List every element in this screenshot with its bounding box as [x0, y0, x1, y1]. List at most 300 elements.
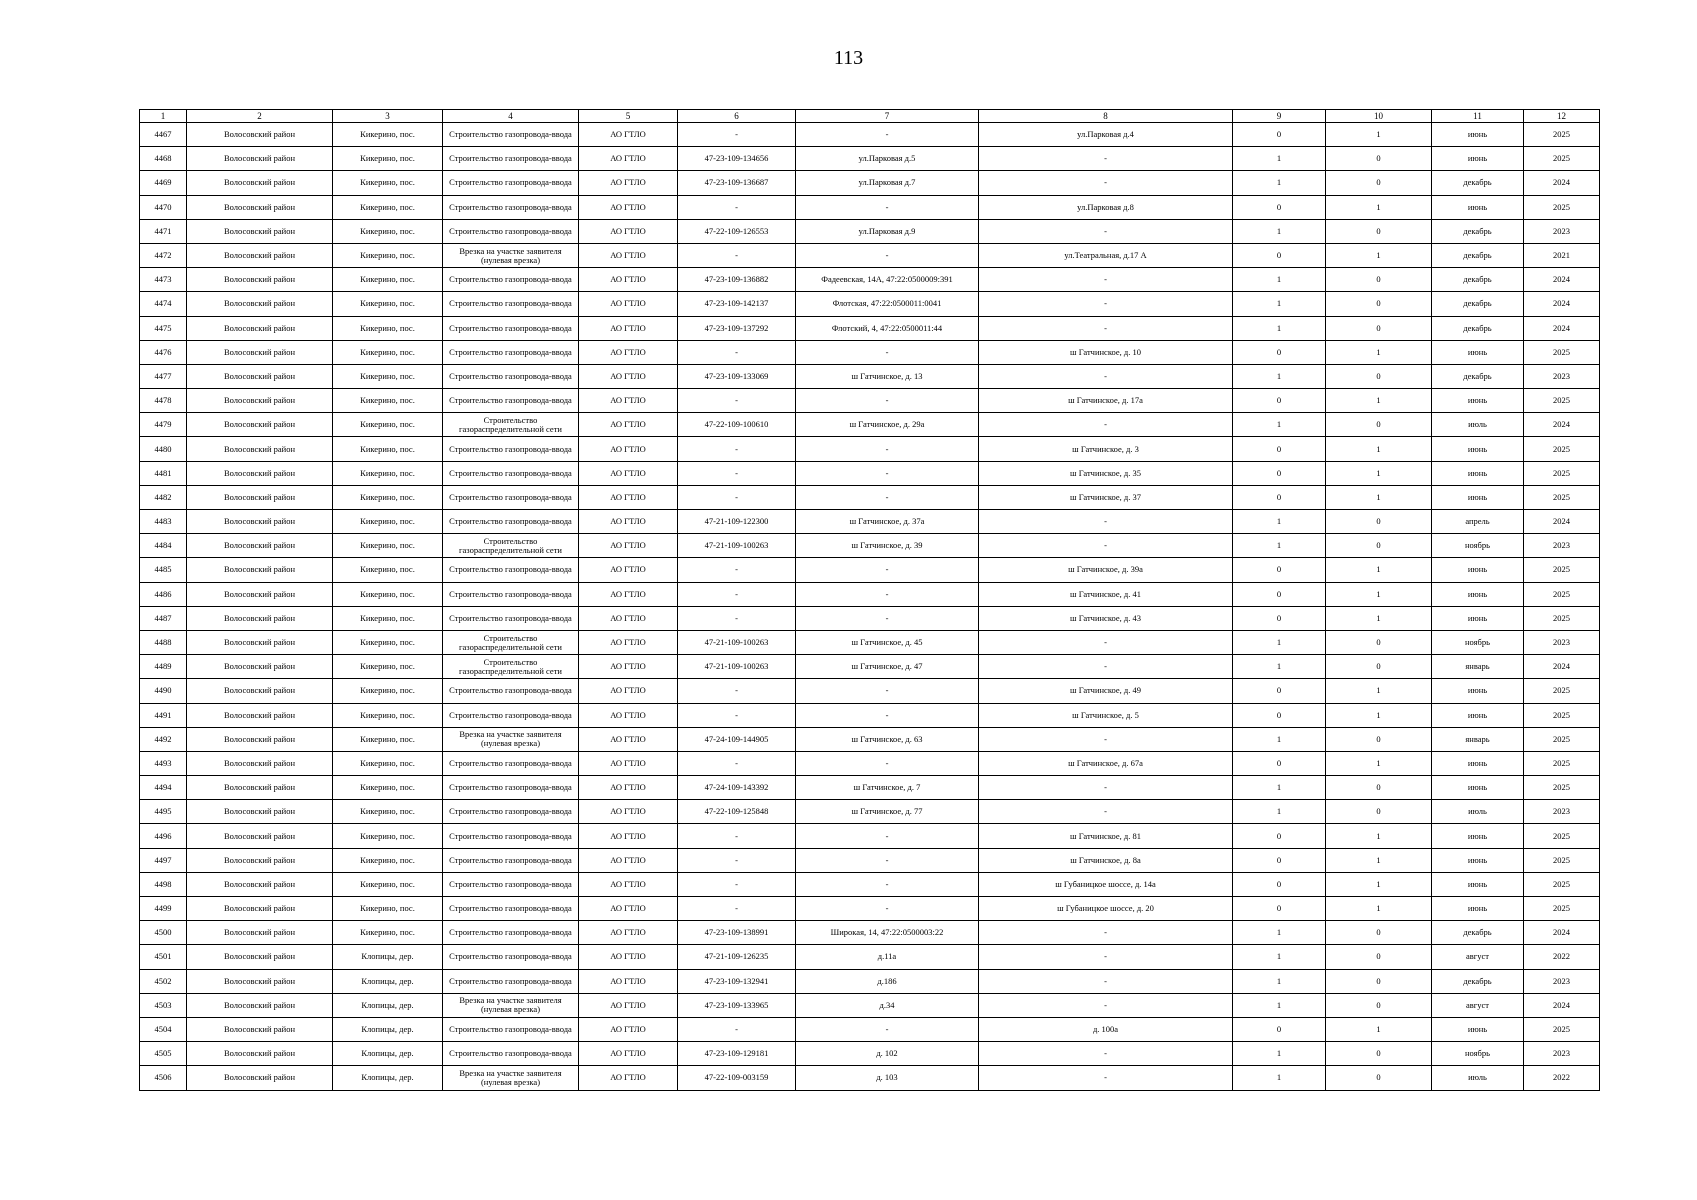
settlement-cell: Кикерино, пос.: [333, 485, 443, 509]
settlement-cell: Кикерино, пос.: [333, 268, 443, 292]
object-address-cell: -: [979, 630, 1233, 654]
year-cell: 2025: [1524, 437, 1600, 461]
address-cell: -: [796, 123, 979, 147]
district-cell: Волосовский район: [187, 243, 333, 267]
month-cell: июнь: [1432, 848, 1524, 872]
month-cell: июнь: [1432, 582, 1524, 606]
organization-cell: АО ГТЛО: [579, 703, 678, 727]
month-cell: декабрь: [1432, 219, 1524, 243]
year-cell: 2023: [1524, 364, 1600, 388]
district-cell: Волосовский район: [187, 1017, 333, 1041]
row-number-cell: 4498: [140, 872, 187, 896]
table-row: [140, 195, 1600, 219]
month-cell: июнь: [1432, 195, 1524, 219]
table-row: [140, 389, 1600, 413]
organization-cell: АО ГТЛО: [579, 776, 678, 800]
count-cell: 1: [1326, 582, 1432, 606]
year-cell: 2025: [1524, 776, 1600, 800]
organization-cell: АО ГТЛО: [579, 727, 678, 751]
count-cell: 1: [1233, 413, 1326, 437]
count-cell: 0: [1326, 171, 1432, 195]
object-address-cell: ш Гатчинское, д. 37: [979, 485, 1233, 509]
district-cell: Волосовский район: [187, 413, 333, 437]
work-type-cell: Строительство газопровода-ввода: [443, 800, 579, 824]
organization-cell: АО ГТЛО: [579, 1042, 678, 1066]
settlement-cell: Кикерино, пос.: [333, 413, 443, 437]
count-cell: 1: [1326, 872, 1432, 896]
district-cell: Волосовский район: [187, 776, 333, 800]
month-cell: декабрь: [1432, 243, 1524, 267]
contract-number-cell: -: [678, 703, 796, 727]
month-cell: июнь: [1432, 679, 1524, 703]
work-type-cell: Строительство газопровода-ввода: [443, 751, 579, 775]
object-address-cell: ш Гатчинское, д. 8а: [979, 848, 1233, 872]
contract-number-cell: 47-23-109-137292: [678, 316, 796, 340]
table-row: [140, 461, 1600, 485]
address-cell: -: [796, 679, 979, 703]
address-cell: -: [796, 558, 979, 582]
count-cell: 0: [1326, 727, 1432, 751]
row-number-cell: 4478: [140, 389, 187, 413]
district-cell: Волосовский район: [187, 510, 333, 534]
district-cell: Волосовский район: [187, 268, 333, 292]
organization-cell: АО ГТЛО: [579, 485, 678, 509]
organization-cell: АО ГТЛО: [579, 219, 678, 243]
object-address-cell: -: [979, 292, 1233, 316]
contract-number-cell: 47-22-109-003159: [678, 1066, 796, 1090]
contract-number-cell: -: [678, 389, 796, 413]
work-type-cell: Строительство газопровода-ввода: [443, 437, 579, 461]
settlement-cell: Кикерино, пос.: [333, 558, 443, 582]
organization-cell: АО ГТЛО: [579, 993, 678, 1017]
count-cell: 1: [1233, 534, 1326, 558]
district-cell: Волосовский район: [187, 655, 333, 679]
column-number-header: 7: [796, 110, 979, 123]
count-cell: 0: [1326, 630, 1432, 654]
contract-number-cell: 47-23-109-129181: [678, 1042, 796, 1066]
year-cell: 2024: [1524, 268, 1600, 292]
address-cell: Флотский, 4, 47:22:0500011:44: [796, 316, 979, 340]
organization-cell: АО ГТЛО: [579, 655, 678, 679]
district-cell: Волосовский район: [187, 389, 333, 413]
row-number-cell: 4495: [140, 800, 187, 824]
row-number-cell: 4491: [140, 703, 187, 727]
column-number-header: 1: [140, 110, 187, 123]
organization-cell: АО ГТЛО: [579, 171, 678, 195]
year-cell: 2024: [1524, 171, 1600, 195]
count-cell: 1: [1233, 993, 1326, 1017]
contract-number-cell: 47-22-109-100610: [678, 413, 796, 437]
contract-number-cell: -: [678, 243, 796, 267]
object-address-cell: -: [979, 268, 1233, 292]
table-row: [140, 655, 1600, 679]
organization-cell: АО ГТЛО: [579, 824, 678, 848]
district-cell: Волосовский район: [187, 558, 333, 582]
address-cell: ул.Парковая д.7: [796, 171, 979, 195]
organization-cell: АО ГТЛО: [579, 316, 678, 340]
district-cell: Волосовский район: [187, 292, 333, 316]
count-cell: 1: [1233, 219, 1326, 243]
table-row: [140, 582, 1600, 606]
row-number-cell: 4482: [140, 485, 187, 509]
address-cell: ул.Парковая д.5: [796, 147, 979, 171]
row-number-cell: 4488: [140, 630, 187, 654]
month-cell: июнь: [1432, 389, 1524, 413]
table-row: [140, 679, 1600, 703]
district-cell: Волосовский район: [187, 534, 333, 558]
count-cell: 1: [1326, 243, 1432, 267]
table-row: [140, 292, 1600, 316]
work-type-cell: Строительство газопровода-ввода: [443, 389, 579, 413]
table-row: [140, 751, 1600, 775]
district-cell: Волосовский район: [187, 897, 333, 921]
year-cell: 2022: [1524, 945, 1600, 969]
year-cell: 2023: [1524, 534, 1600, 558]
object-address-cell: ш Гатчинское, д. 17а: [979, 389, 1233, 413]
table-row: [140, 268, 1600, 292]
column-number-header: 11: [1432, 110, 1524, 123]
month-cell: июнь: [1432, 147, 1524, 171]
address-cell: -: [796, 461, 979, 485]
count-cell: 1: [1233, 655, 1326, 679]
district-cell: Волосовский район: [187, 921, 333, 945]
work-type-cell: Строительство газопровода-ввода: [443, 1042, 579, 1066]
contract-number-cell: -: [678, 1017, 796, 1041]
table-row: [140, 219, 1600, 243]
table-row: [140, 316, 1600, 340]
district-cell: Волосовский район: [187, 340, 333, 364]
organization-cell: АО ГТЛО: [579, 606, 678, 630]
settlement-cell: Кикерино, пос.: [333, 897, 443, 921]
organization-cell: АО ГТЛО: [579, 921, 678, 945]
table-row: [140, 727, 1600, 751]
month-cell: июнь: [1432, 776, 1524, 800]
row-number-cell: 4506: [140, 1066, 187, 1090]
settlement-cell: Кикерино, пос.: [333, 800, 443, 824]
gasification-register-table: [139, 109, 1600, 1091]
work-type-cell: Строительство газопровода-ввода: [443, 921, 579, 945]
address-cell: -: [796, 340, 979, 364]
count-cell: 1: [1233, 292, 1326, 316]
contract-number-cell: -: [678, 872, 796, 896]
table-row: [140, 243, 1600, 267]
contract-number-cell: -: [678, 824, 796, 848]
contract-number-cell: 47-21-109-122300: [678, 510, 796, 534]
count-cell: 1: [1233, 171, 1326, 195]
address-cell: Фадеевская, 14А, 47:22:0500009:391: [796, 268, 979, 292]
work-type-cell: Строительство газопровода-ввода: [443, 1017, 579, 1041]
settlement-cell: Кикерино, пос.: [333, 340, 443, 364]
work-type-cell: Строительство газопровода-ввода: [443, 945, 579, 969]
month-cell: апрель: [1432, 510, 1524, 534]
object-address-cell: -: [979, 413, 1233, 437]
month-cell: декабрь: [1432, 316, 1524, 340]
year-cell: 2025: [1524, 582, 1600, 606]
year-cell: 2025: [1524, 147, 1600, 171]
table-row: [140, 703, 1600, 727]
count-cell: 0: [1233, 389, 1326, 413]
object-address-cell: ш Гатчинское, д. 3: [979, 437, 1233, 461]
row-number-cell: 4473: [140, 268, 187, 292]
object-address-cell: -: [979, 921, 1233, 945]
contract-number-cell: 47-21-109-126235: [678, 945, 796, 969]
row-number-cell: 4494: [140, 776, 187, 800]
count-cell: 1: [1233, 510, 1326, 534]
object-address-cell: ш Губаницкое шоссе, д. 20: [979, 897, 1233, 921]
row-number-cell: 4505: [140, 1042, 187, 1066]
contract-number-cell: -: [678, 751, 796, 775]
work-type-cell: Строительство газопровода-ввода: [443, 316, 579, 340]
count-cell: 0: [1326, 1042, 1432, 1066]
month-cell: июнь: [1432, 897, 1524, 921]
count-cell: 0: [1326, 945, 1432, 969]
contract-number-cell: -: [678, 679, 796, 703]
settlement-cell: Кикерино, пос.: [333, 195, 443, 219]
table-row: [140, 848, 1600, 872]
settlement-cell: Кикерино, пос.: [333, 461, 443, 485]
object-address-cell: д. 100а: [979, 1017, 1233, 1041]
count-cell: 1: [1233, 364, 1326, 388]
work-type-cell: Строительство газораспределительной сети: [443, 655, 579, 679]
organization-cell: АО ГТЛО: [579, 969, 678, 993]
row-number-cell: 4503: [140, 993, 187, 1017]
address-cell: ш Гатчинское, д. 39: [796, 534, 979, 558]
count-cell: 0: [1233, 897, 1326, 921]
count-cell: 1: [1233, 945, 1326, 969]
object-address-cell: -: [979, 1042, 1233, 1066]
district-cell: Волосовский район: [187, 800, 333, 824]
month-cell: июнь: [1432, 437, 1524, 461]
settlement-cell: Клопицы, дер.: [333, 1017, 443, 1041]
column-number-header: 3: [333, 110, 443, 123]
object-address-cell: -: [979, 147, 1233, 171]
district-cell: Волосовский район: [187, 316, 333, 340]
year-cell: 2023: [1524, 800, 1600, 824]
table-row: [140, 897, 1600, 921]
year-cell: 2023: [1524, 1042, 1600, 1066]
count-cell: 0: [1326, 534, 1432, 558]
count-cell: 0: [1233, 123, 1326, 147]
count-cell: 1: [1326, 123, 1432, 147]
object-address-cell: ш Гатчинское, д. 35: [979, 461, 1233, 485]
object-address-cell: ул.Парковая д.8: [979, 195, 1233, 219]
column-number-header: 6: [678, 110, 796, 123]
object-address-cell: -: [979, 776, 1233, 800]
row-number-cell: 4499: [140, 897, 187, 921]
row-number-cell: 4470: [140, 195, 187, 219]
count-cell: 0: [1233, 195, 1326, 219]
object-address-cell: -: [979, 655, 1233, 679]
contract-number-cell: -: [678, 848, 796, 872]
address-cell: Флотская, 47:22:0500011:0041: [796, 292, 979, 316]
address-cell: д. 103: [796, 1066, 979, 1090]
table-row: [140, 485, 1600, 509]
month-cell: январь: [1432, 655, 1524, 679]
contract-number-cell: -: [678, 606, 796, 630]
table-row: [140, 800, 1600, 824]
count-cell: 0: [1326, 776, 1432, 800]
table-row: [140, 364, 1600, 388]
count-cell: 1: [1326, 437, 1432, 461]
page-number: 113: [833, 47, 864, 69]
object-address-cell: ул.Театральная, д.17 А: [979, 243, 1233, 267]
row-number-cell: 4490: [140, 679, 187, 703]
address-cell: ш Гатчинское, д. 13: [796, 364, 979, 388]
count-cell: 0: [1233, 582, 1326, 606]
organization-cell: АО ГТЛО: [579, 413, 678, 437]
district-cell: Волосовский район: [187, 751, 333, 775]
contract-number-cell: -: [678, 195, 796, 219]
organization-cell: АО ГТЛО: [579, 800, 678, 824]
year-cell: 2025: [1524, 872, 1600, 896]
settlement-cell: Клопицы, дер.: [333, 969, 443, 993]
work-type-cell: Строительство газопровода-ввода: [443, 485, 579, 509]
work-type-cell: Врезка на участке заявителя (нулевая врезка): [443, 243, 579, 267]
row-number-cell: 4479: [140, 413, 187, 437]
month-cell: ноябрь: [1432, 1042, 1524, 1066]
contract-number-cell: 47-21-109-100263: [678, 655, 796, 679]
count-cell: 1: [1326, 679, 1432, 703]
contract-number-cell: -: [678, 461, 796, 485]
count-cell: 0: [1326, 364, 1432, 388]
district-cell: Волосовский район: [187, 219, 333, 243]
address-cell: д. 102: [796, 1042, 979, 1066]
count-cell: 0: [1326, 219, 1432, 243]
work-type-cell: Строительство газопровода-ввода: [443, 824, 579, 848]
address-cell: ш Гатчинское, д. 47: [796, 655, 979, 679]
settlement-cell: Клопицы, дер.: [333, 993, 443, 1017]
work-type-cell: Строительство газопровода-ввода: [443, 897, 579, 921]
table-row: [140, 872, 1600, 896]
table-row: [140, 437, 1600, 461]
year-cell: 2025: [1524, 703, 1600, 727]
object-address-cell: -: [979, 316, 1233, 340]
row-number-cell: 4497: [140, 848, 187, 872]
count-cell: 1: [1233, 921, 1326, 945]
address-cell: ш Гатчинское, д. 63: [796, 727, 979, 751]
object-address-cell: ш Гатчинское, д. 5: [979, 703, 1233, 727]
address-cell: -: [796, 485, 979, 509]
count-cell: 1: [1326, 389, 1432, 413]
district-cell: Волосовский район: [187, 461, 333, 485]
organization-cell: АО ГТЛО: [579, 268, 678, 292]
organization-cell: АО ГТЛО: [579, 558, 678, 582]
work-type-cell: Строительство газопровода-ввода: [443, 703, 579, 727]
settlement-cell: Кикерино, пос.: [333, 582, 443, 606]
year-cell: 2025: [1524, 727, 1600, 751]
district-cell: Волосовский район: [187, 606, 333, 630]
count-cell: 0: [1233, 679, 1326, 703]
count-cell: 0: [1326, 800, 1432, 824]
organization-cell: АО ГТЛО: [579, 534, 678, 558]
work-type-cell: Строительство газопровода-ввода: [443, 461, 579, 485]
district-cell: Волосовский район: [187, 1066, 333, 1090]
row-number-cell: 4467: [140, 123, 187, 147]
settlement-cell: Кикерино, пос.: [333, 655, 443, 679]
organization-cell: АО ГТЛО: [579, 945, 678, 969]
month-cell: июнь: [1432, 1017, 1524, 1041]
address-cell: ш Гатчинское, д. 45: [796, 630, 979, 654]
object-address-cell: -: [979, 534, 1233, 558]
settlement-cell: Клопицы, дер.: [333, 1066, 443, 1090]
object-address-cell: -: [979, 993, 1233, 1017]
address-cell: ш Гатчинское, д. 77: [796, 800, 979, 824]
table-row: [140, 776, 1600, 800]
year-cell: 2024: [1524, 921, 1600, 945]
work-type-cell: Врезка на участке заявителя (нулевая врезка): [443, 727, 579, 751]
organization-cell: АО ГТЛО: [579, 123, 678, 147]
table-row: [140, 993, 1600, 1017]
address-cell: -: [796, 195, 979, 219]
contract-number-cell: 47-23-109-134656: [678, 147, 796, 171]
count-cell: 0: [1233, 1017, 1326, 1041]
contract-number-cell: 47-23-109-133965: [678, 993, 796, 1017]
month-cell: июнь: [1432, 606, 1524, 630]
work-type-cell: Строительство газопровода-ввода: [443, 848, 579, 872]
organization-cell: АО ГТЛО: [579, 437, 678, 461]
organization-cell: АО ГТЛО: [579, 364, 678, 388]
work-type-cell: Строительство газопровода-ввода: [443, 606, 579, 630]
work-type-cell: Строительство газораспределительной сети: [443, 630, 579, 654]
column-number-row: [140, 110, 1600, 123]
object-address-cell: -: [979, 969, 1233, 993]
row-number-cell: 4484: [140, 534, 187, 558]
object-address-cell: ул.Парковая д.4: [979, 123, 1233, 147]
district-cell: Волосовский район: [187, 364, 333, 388]
month-cell: июль: [1432, 1066, 1524, 1090]
table-row: [140, 171, 1600, 195]
organization-cell: АО ГТЛО: [579, 872, 678, 896]
month-cell: июнь: [1432, 558, 1524, 582]
count-cell: 1: [1326, 485, 1432, 509]
count-cell: 0: [1233, 485, 1326, 509]
settlement-cell: Кикерино, пос.: [333, 751, 443, 775]
count-cell: 1: [1326, 558, 1432, 582]
column-number-header: 10: [1326, 110, 1432, 123]
settlement-cell: Кикерино, пос.: [333, 510, 443, 534]
row-number-cell: 4475: [140, 316, 187, 340]
organization-cell: АО ГТЛО: [579, 195, 678, 219]
count-cell: 0: [1326, 655, 1432, 679]
year-cell: 2023: [1524, 630, 1600, 654]
count-cell: 0: [1326, 413, 1432, 437]
object-address-cell: ш Гатчинское, д. 67а: [979, 751, 1233, 775]
month-cell: июнь: [1432, 123, 1524, 147]
work-type-cell: Строительство газопровода-ввода: [443, 340, 579, 364]
work-type-cell: Строительство газопровода-ввода: [443, 872, 579, 896]
count-cell: 0: [1326, 316, 1432, 340]
contract-number-cell: -: [678, 897, 796, 921]
row-number-cell: 4504: [140, 1017, 187, 1041]
work-type-cell: Строительство газопровода-ввода: [443, 679, 579, 703]
address-cell: ул.Парковая д.9: [796, 219, 979, 243]
contract-number-cell: 47-23-109-133069: [678, 364, 796, 388]
work-type-cell: Строительство газопровода-ввода: [443, 582, 579, 606]
count-cell: 0: [1233, 340, 1326, 364]
address-cell: -: [796, 848, 979, 872]
year-cell: 2024: [1524, 316, 1600, 340]
table-row: [140, 510, 1600, 534]
count-cell: 1: [1326, 703, 1432, 727]
address-cell: -: [796, 437, 979, 461]
table-row: [140, 123, 1600, 147]
address-cell: -: [796, 751, 979, 775]
row-number-cell: 4483: [140, 510, 187, 534]
count-cell: 1: [1233, 147, 1326, 171]
contract-number-cell: 47-24-109-144905: [678, 727, 796, 751]
year-cell: 2025: [1524, 485, 1600, 509]
month-cell: январь: [1432, 727, 1524, 751]
